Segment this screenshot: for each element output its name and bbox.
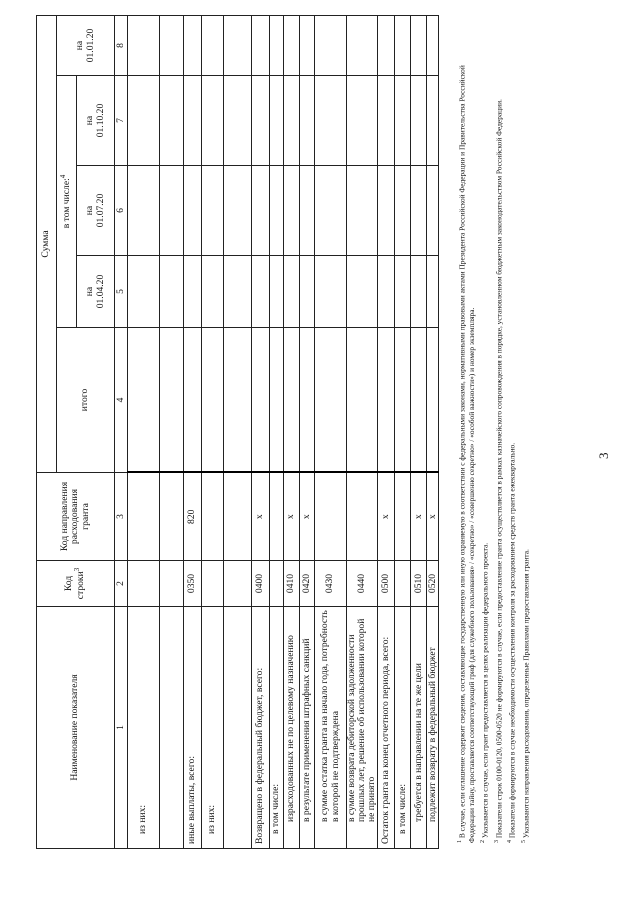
- footnote-2: [479, 33, 490, 843]
- table-row: [284, 15, 300, 848]
- row-line-code: 0500: [378, 561, 395, 607]
- header-date-3: [77, 76, 115, 166]
- row-total-cell: [378, 328, 395, 473]
- row-total-cell: [270, 328, 284, 473]
- row-value-cell: [160, 256, 184, 328]
- row-line-code: 0410: [284, 561, 300, 607]
- row-value-cell: [315, 15, 347, 75]
- row-value-cell: [224, 166, 252, 256]
- row-name: [224, 607, 252, 849]
- footnote-5: [520, 33, 531, 843]
- row-total-cell: [224, 328, 252, 473]
- row-line-code: [270, 561, 284, 607]
- row-value-cell: [411, 15, 427, 75]
- footnote-mark: 1: [457, 840, 463, 843]
- footnote-ref-4: 4: [59, 174, 68, 179]
- row-name: из них:: [202, 607, 224, 849]
- footnote-mark: 4: [507, 840, 514, 843]
- row-name: в сумме возврата дебиторской задолженности прошлых лет, решение об использовании которой не принято: [347, 607, 378, 849]
- row-direction-code: [128, 473, 160, 561]
- row-value-cell: [315, 76, 347, 166]
- row-line-code: 0430: [315, 561, 347, 607]
- row-value-cell: [184, 76, 202, 166]
- row-direction-code: [347, 473, 378, 561]
- row-value-cell: [427, 76, 439, 166]
- col-number-2: 2: [115, 561, 128, 607]
- footnote-text: Показатели строк 0100-0120, 0500-0520 не формируются в случае, если предоставление гранта осуществляется в рамках казначейского сопровождения в порядке, установленном бюджетным законодательством Российской Федерации.: [494, 99, 504, 839]
- row-value-cell: [347, 256, 378, 328]
- row-value-cell: [270, 15, 284, 75]
- row-value-cell: [270, 76, 284, 166]
- header-name: Наименование показателя: [37, 607, 115, 849]
- row-direction-code: х: [427, 473, 439, 561]
- row-value-cell: [347, 15, 378, 75]
- row-value-cell: [224, 15, 252, 75]
- row-value-cell: [378, 256, 395, 328]
- row-name: в том числе:: [270, 607, 284, 849]
- row-total-cell: [284, 328, 300, 473]
- footnote-1: [456, 33, 477, 843]
- row-name: подлежит возврату в федеральный бюджет: [427, 607, 439, 849]
- row-total-cell: [411, 328, 427, 473]
- footnote-text: Показатели формируются в случае необходимости осуществления контроля за расходованием средств гранта ежеквартально.: [507, 442, 517, 839]
- table-row: [224, 15, 252, 848]
- row-value-cell: [202, 76, 224, 166]
- col-number-6: 6: [115, 166, 128, 256]
- header-date-1: [77, 256, 115, 328]
- row-name: Остаток гранта на конец отчетного периода, всего:: [378, 607, 395, 849]
- table-row: [252, 15, 270, 848]
- col-number-7: 7: [115, 76, 128, 166]
- row-line-code: [395, 561, 411, 607]
- row-direction-code: х: [411, 473, 427, 561]
- row-value-cell: [128, 256, 160, 328]
- row-name: иные выплаты, всего:: [184, 607, 202, 849]
- row-value-cell: [270, 256, 284, 328]
- row-direction-code: [224, 473, 252, 561]
- footnote-4: [506, 33, 517, 843]
- row-value-cell: [252, 166, 270, 256]
- row-value-cell: [160, 76, 184, 166]
- row-value-cell: [224, 76, 252, 166]
- header-date-4-b: 01.01.20: [84, 28, 96, 63]
- row-value-cell: [224, 256, 252, 328]
- row-total-cell: [347, 328, 378, 473]
- row-total-cell: [300, 328, 315, 473]
- row-direction-code: 820: [184, 473, 202, 561]
- header-date-3-b: 01.10.20: [94, 103, 106, 138]
- table-row: [184, 15, 202, 848]
- row-value-cell: [270, 166, 284, 256]
- row-value-cell: [202, 256, 224, 328]
- row-value-cell: [284, 15, 300, 75]
- header-direction-code: Код направления расходования гранта: [37, 473, 115, 561]
- row-value-cell: [300, 76, 315, 166]
- row-direction-code: [270, 473, 284, 561]
- row-direction-code: х: [252, 473, 270, 561]
- row-value-cell: [395, 256, 411, 328]
- row-value-cell: [395, 76, 411, 166]
- row-value-cell: [427, 256, 439, 328]
- row-name: [160, 607, 184, 849]
- row-value-cell: [128, 76, 160, 166]
- row-line-code: [160, 561, 184, 607]
- row-value-cell: [427, 15, 439, 75]
- footnote-text: Указываются направления расходования, определенные Правилами предоставления гранта.: [521, 549, 531, 839]
- row-direction-code: [160, 473, 184, 561]
- row-line-code: 0420: [300, 561, 315, 607]
- row-direction-code: [202, 473, 224, 561]
- header-including: [57, 76, 77, 328]
- table-row: [427, 15, 439, 848]
- row-direction-code: х: [300, 473, 315, 561]
- footnotes: [456, 33, 533, 843]
- row-value-cell: [160, 15, 184, 75]
- row-value-cell: [300, 166, 315, 256]
- row-name: Возвращено в федеральный бюджет, всего:: [252, 607, 270, 849]
- row-value-cell: [160, 166, 184, 256]
- table-row: [270, 15, 284, 848]
- footnote-ref-3: 3: [73, 567, 82, 572]
- header-date-4-a: на: [74, 40, 86, 51]
- row-line-code: 0510: [411, 561, 427, 607]
- row-line-code: 0350: [184, 561, 202, 607]
- row-name: требуется в направлении на те же цели: [411, 607, 427, 849]
- row-total-cell: [395, 328, 411, 473]
- row-direction-code: х: [378, 473, 395, 561]
- row-value-cell: [347, 166, 378, 256]
- table-row: [300, 15, 315, 848]
- row-total-cell: [202, 328, 224, 473]
- col-number-3: 3: [115, 473, 128, 561]
- row-value-cell: [300, 15, 315, 75]
- table-row: [315, 15, 347, 848]
- row-value-cell: [378, 76, 395, 166]
- table-row: [411, 15, 427, 848]
- row-name: в том числе:: [395, 607, 411, 849]
- header-line-code: [37, 561, 115, 607]
- row-line-code: [128, 561, 160, 607]
- row-value-cell: [315, 256, 347, 328]
- footnote-text: В случае, если оглашение содержит сведения, составляющие государственную или иную охраняемую в соответствии с федеральными законами, нормативными правовыми актами Президента Российской Федерации и Правительства Российской Федерации тайну, проставляется соответствующий гриф (для служебного пользования» / «секретно» / «совершенно секретно» / «особой важности») и номер экземпляра.: [457, 65, 477, 843]
- row-value-cell: [378, 166, 395, 256]
- row-total-cell: [427, 328, 439, 473]
- header-date-2-a: на: [84, 205, 96, 216]
- row-direction-code: [395, 473, 411, 561]
- header-sum: Сумма: [37, 15, 57, 472]
- row-name: в результате применения штрафных санкций: [300, 607, 315, 849]
- row-value-cell: [284, 166, 300, 256]
- col-number-8: 8: [115, 15, 128, 75]
- row-line-code: 0520: [427, 561, 439, 607]
- report-table: [36, 15, 439, 849]
- row-value-cell: [315, 166, 347, 256]
- header-including-label: в том числе:: [61, 178, 73, 229]
- col-number-4: 4: [115, 328, 128, 473]
- table-row: [347, 15, 378, 848]
- table-row: [160, 15, 184, 848]
- row-value-cell: [300, 256, 315, 328]
- footnote-mark: 2: [480, 840, 487, 843]
- row-value-cell: [395, 166, 411, 256]
- row-value-cell: [411, 76, 427, 166]
- table-row: [378, 15, 395, 848]
- row-value-cell: [284, 76, 300, 166]
- row-value-cell: [184, 166, 202, 256]
- header-date-1-a: на: [84, 286, 96, 297]
- header-date-3-a: на: [84, 115, 96, 126]
- row-line-code: 0400: [252, 561, 270, 607]
- row-line-code: [202, 561, 224, 607]
- page-number: 3: [596, 452, 611, 459]
- header-date-4: [57, 15, 115, 75]
- row-value-cell: [411, 166, 427, 256]
- footnote-mark: 5: [520, 840, 527, 843]
- col-number-1: 1: [115, 607, 128, 849]
- row-total-cell: [160, 328, 184, 473]
- row-value-cell: [411, 256, 427, 328]
- row-value-cell: [252, 256, 270, 328]
- row-total-cell: [315, 328, 347, 473]
- row-total-cell: [128, 328, 160, 473]
- header-line-code-b: строки: [75, 571, 87, 600]
- table-row: [202, 15, 224, 848]
- table-row: [395, 15, 411, 848]
- row-value-cell: [378, 15, 395, 75]
- row-value-cell: [184, 15, 202, 75]
- row-value-cell: [128, 166, 160, 256]
- row-name: из них:: [128, 607, 160, 849]
- row-value-cell: [184, 256, 202, 328]
- footnote-mark: 3: [493, 840, 500, 843]
- row-value-cell: [252, 15, 270, 75]
- row-value-cell: [128, 15, 160, 75]
- header-total: итого: [57, 328, 115, 473]
- header-line-code-a: Код: [63, 575, 75, 592]
- row-value-cell: [427, 166, 439, 256]
- header-date-2: [77, 166, 115, 256]
- row-total-cell: [184, 328, 202, 473]
- row-line-code: [224, 561, 252, 607]
- row-name: в сумме остатка гранта на начало года, потребность в которой не подтверждена: [315, 607, 347, 849]
- header-date-1-b: 01.04.20: [94, 274, 106, 309]
- row-name: израсходованных не по целевому назначению: [284, 607, 300, 849]
- row-total-cell: [252, 328, 270, 473]
- row-direction-code: [315, 473, 347, 561]
- header-date-2-b: 01.07.20: [94, 193, 106, 228]
- table-row: [128, 15, 160, 848]
- row-value-cell: [284, 256, 300, 328]
- row-value-cell: [202, 15, 224, 75]
- row-value-cell: [202, 166, 224, 256]
- row-value-cell: [252, 76, 270, 166]
- row-value-cell: [395, 15, 411, 75]
- row-line-code: 0440: [347, 561, 378, 607]
- col-number-5: 5: [115, 256, 128, 328]
- row-value-cell: [347, 76, 378, 166]
- footnote-3: [493, 33, 504, 843]
- row-direction-code: х: [284, 473, 300, 561]
- footnote-text: Указывается в случае, если грант предоставляется в целях реализации федерального проекта.: [480, 542, 490, 839]
